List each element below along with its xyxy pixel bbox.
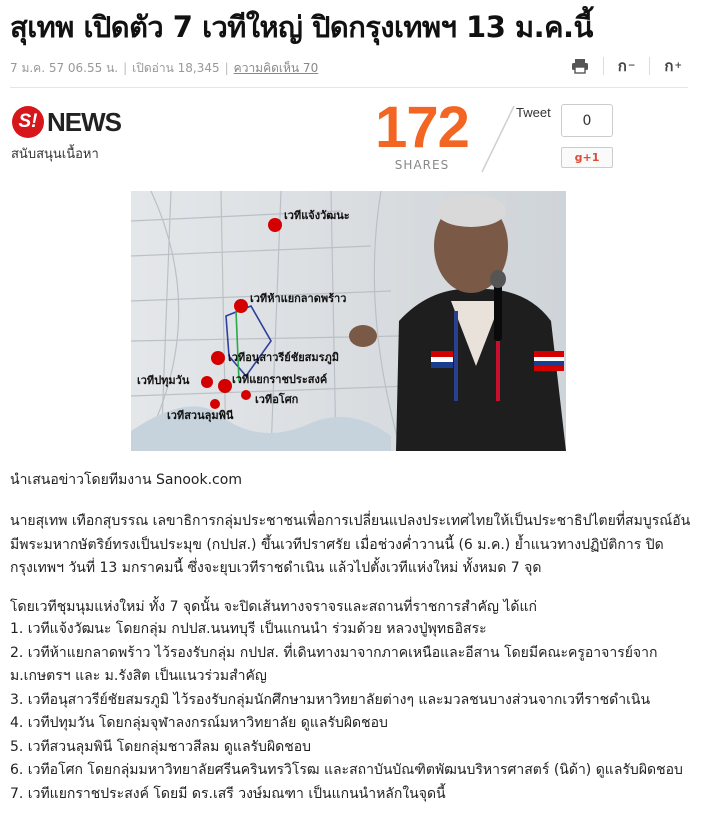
printer-icon [571,58,589,74]
map-label: เวทีอโศก [255,393,299,406]
font-decrease-button[interactable] [618,54,636,78]
header-divider [10,87,688,88]
snews-logo-text: NEWS [47,106,121,137]
tweet-button[interactable]: Tweet [516,105,551,120]
map-marker [241,390,251,400]
share-label: SHARES [394,158,450,172]
article-image [131,191,566,451]
print-button[interactable] [571,58,589,74]
stage-list [10,618,694,806]
map-marker [234,299,248,313]
list-item: 3. เวทีอนุสาวรีย์ชัยสมรภูมิ ไว้รองรับกลุ่มนักศึกษามหาวิทยาลัยต่างๆ และมวลชนบางส่วนจากเวทีราชดำเนิน [10,691,651,708]
map-marker [210,399,220,409]
publish-date: 7 ม.ค. 57 06.55 น. [10,61,119,75]
map-label: เวทีสวนลุมพินี [167,409,234,422]
gplus-button[interactable]: g+1 [561,147,613,168]
toolbar-divider [603,57,604,75]
share-count: 172 [375,95,469,160]
article-paragraph: นายสุเทพ เทือกสุบรรณ เลขาธิการกลุ่มประชาชนเพื่อการเปลี่ยนแปลงประเทศไทยให้เป็นประชาธิปไตยที่สมบูรณ์อันมีพระมหากษัตริย์ทรงเป็นประมุข (กปปส.) ขึ้นเวทีปราศรัย เมื่อช่วงค่ำวานนี้ (6 ม.ค.) ย้ำแนวทางปฏิบัติการ ปิดกรุงเทพฯ วันที่ 13 มกราคมนี้ ซึ่งจะยุบเวทีราชดำเนิน แล้วไปตั้งเวทีแห่งใหม่ ทั้งหมด 7 จุด [10,513,691,576]
article-title: สุเทพ เปิดตัว 7 เวทีใหญ่ ปิดกรุงเทพฯ 13 ม.ค.นี้ [10,10,593,44]
share-counter [370,96,474,172]
view-count: เปิดอ่าน 18,345 [132,61,220,75]
map-label: เวทีแยกราชประสงค์ [232,373,328,386]
list-item: 7. เวทีแยกราชประสงค์ โดยมี ดร.เสรี วงษ์มณฑา เป็นแกนนำหลักในจุดนี้ [10,785,446,802]
map-label: เวทีห้าแยกลาดพร้าว [250,292,347,305]
map-label: เวทีอนุสาวรีย์ชัยสมรภูมิ [228,351,340,364]
meta-separator: | [123,61,128,75]
list-item: 1. เวทีแจ้งวัฒนะ โดยกลุ่ม กปปส.นนทบุรี เป็นแกนนำ ร่วมด้วย หลวงปู่พุทธอิสระ [10,621,487,637]
comments-link[interactable]: ความคิดเห็น 70 [233,61,319,75]
font-decrease-glyph: ก [617,57,627,75]
list-item: 4. เวทีปทุมวัน โดยกลุ่มจุฬาลงกรณ์มหาวิทยาลัย ดูแลรับผิดชอบ [10,715,388,731]
map-illustration [131,191,566,451]
article-toolbar [571,54,682,78]
meta-separator: | [224,61,229,75]
list-intro: โดยเวทีชุมนุมแห่งใหม่ ทั้ง 7 จุดนั้น จะปิดเส้นทางจราจรและสถานที่ราชการสำคัญ ได้แก่ [10,599,537,615]
article-byline: นำเสนอข่าวโดยทีมงาน Sanook.com [10,472,242,488]
font-increase-glyph: ก [664,57,674,75]
snews-logo-mark: S! [12,106,44,138]
snews-logo[interactable] [12,106,121,138]
map-label: เวทีแจ้งวัฒนะ [284,209,350,222]
map-label: เวทีปทุมวัน [137,374,190,387]
map-marker [211,351,225,365]
share-divider [478,104,518,174]
plus-icon: + [674,61,682,71]
article-meta [10,59,318,78]
tweet-count: 0 [561,104,613,137]
minus-icon: − [627,61,636,71]
list-item: 5. เวทีสวนลุมพินี โดยกลุ่มชาวสีลม ดูแลรับผิดชอบ [10,738,312,755]
map-marker [201,376,213,388]
font-increase-button[interactable] [664,54,682,78]
toolbar-divider [649,57,650,75]
map-marker [218,379,232,393]
list-item: 6. เวทีอโศก โดยกลุ่มมหาวิทยาลัยศรีนครินทรวิโรฒ และสถาบันบัณฑิตพัฒนบริหารศาสตร์ (นิด้า) ดูแลรับผิดชอบ [10,762,683,778]
map-marker [268,218,282,232]
sponsor-tagline: สนับสนุนเนื้อหา [11,147,99,162]
list-item: 2. เวทีห้าแยกลาดพร้าว ไว้รองรับกลุ่ม กปปส. ที่เดินทางมาจากภาคเหนือและอีสาน โดยมีคณะครูอาจารย์จาก ม.เกษตรฯ และ ม.รังสิต เป็นแนวร่วมสำคัญ [10,644,658,684]
